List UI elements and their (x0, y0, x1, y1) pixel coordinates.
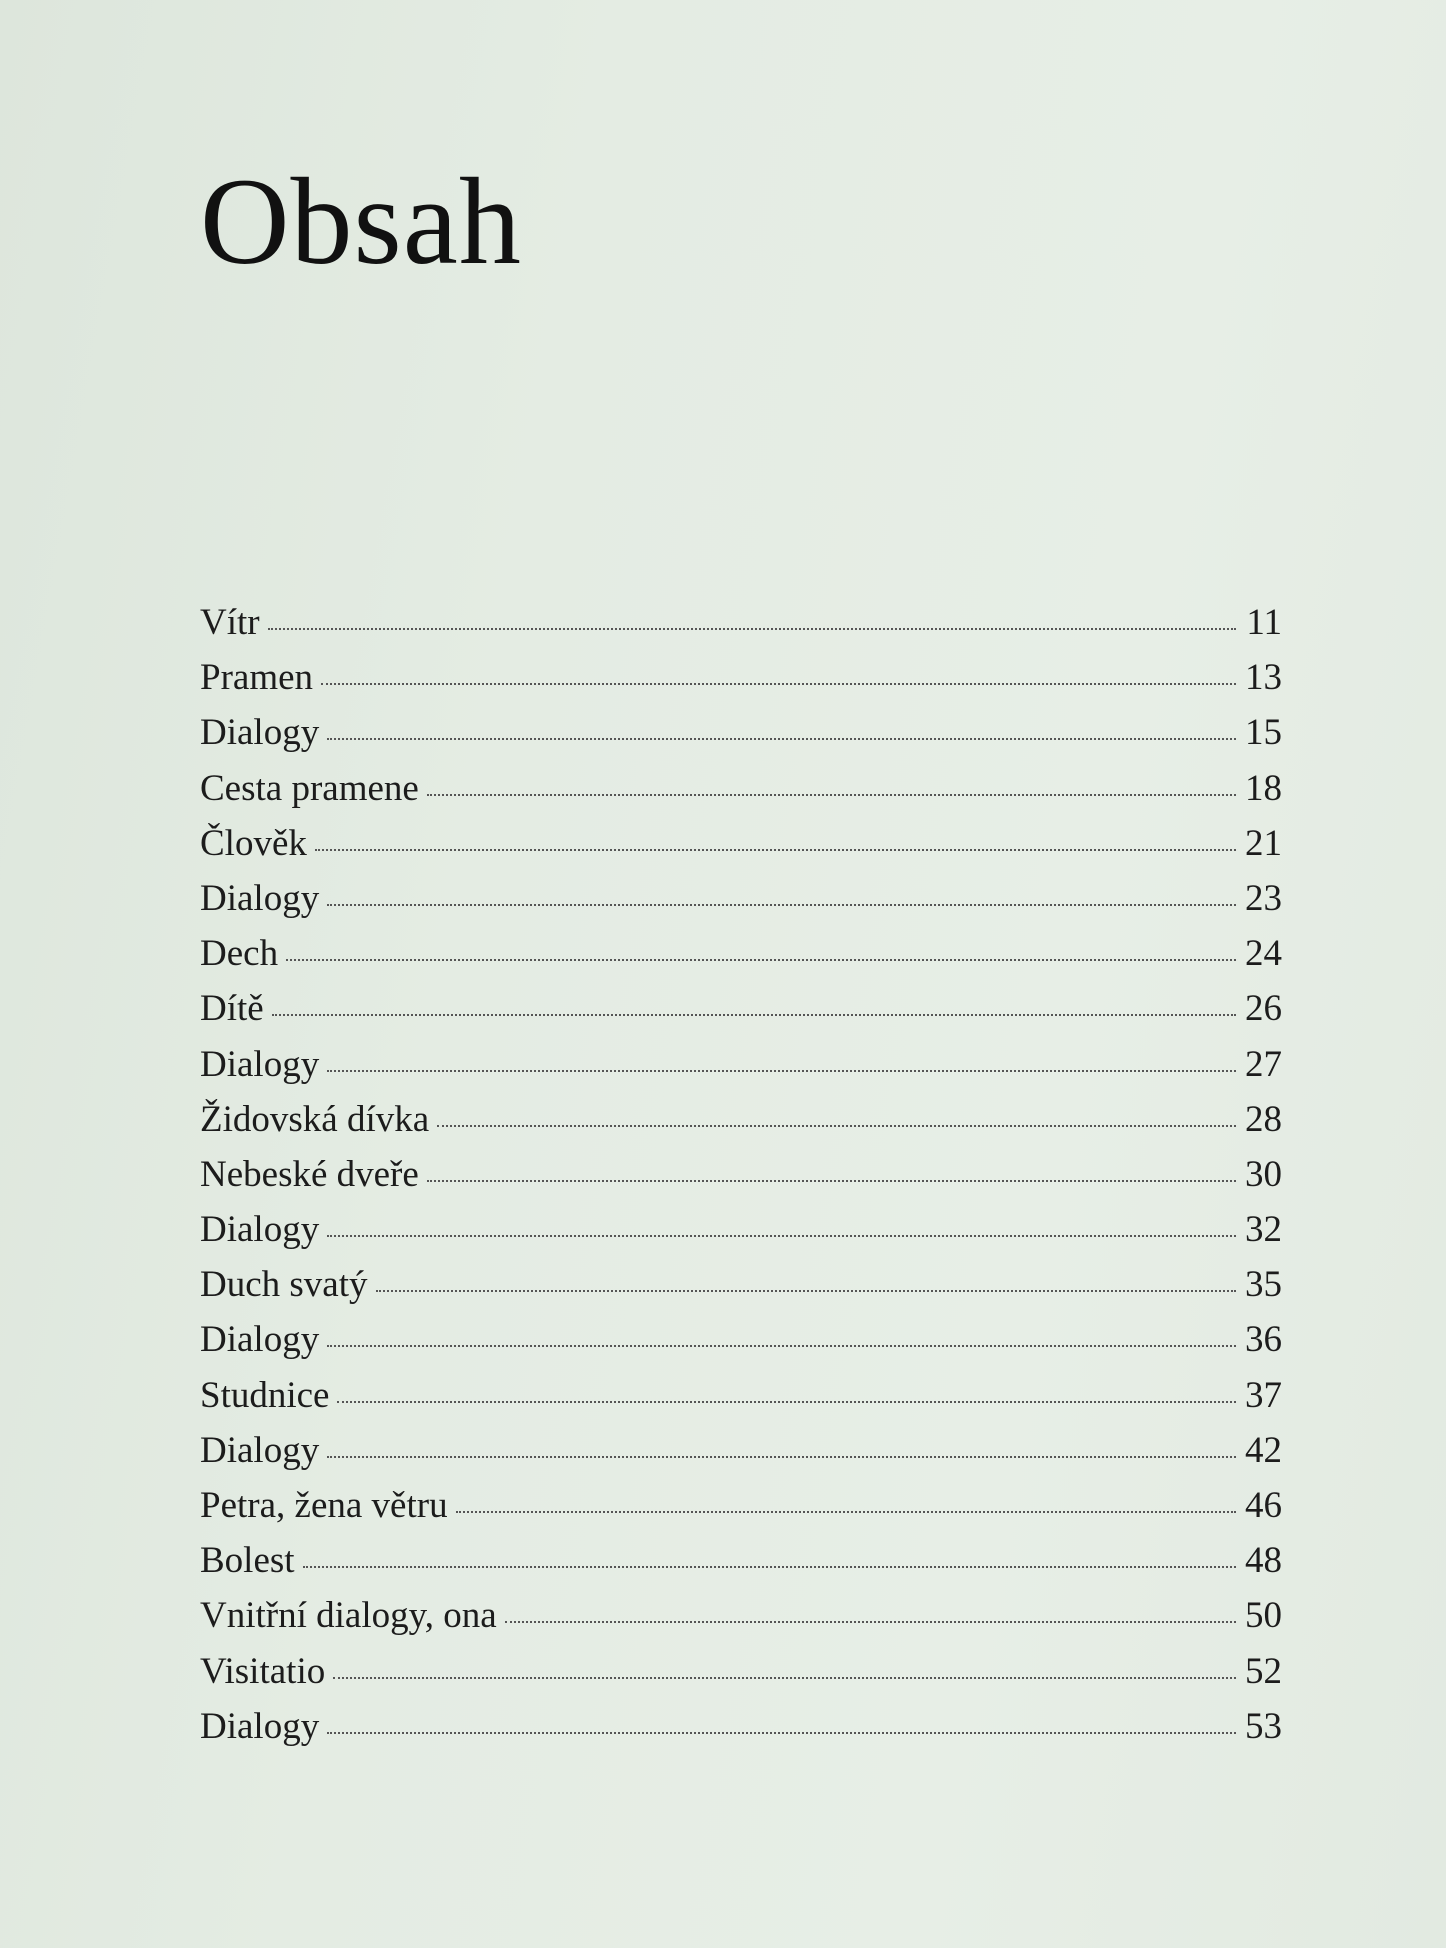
toc-entry (200, 871, 1282, 926)
toc-entry-page-number: 13 (1245, 657, 1282, 699)
toc-entry-title: Petra, žena větru (200, 1485, 448, 1526)
dot-leader (456, 1511, 1236, 1513)
toc-entry (200, 981, 1282, 1036)
dot-leader (327, 1070, 1236, 1072)
toc-entry-page-number: 28 (1245, 1098, 1282, 1140)
dot-leader (327, 1235, 1236, 1237)
toc-entry-title: Židovská dívka (200, 1098, 430, 1140)
dot-leader (505, 1621, 1236, 1623)
toc-entry (200, 1312, 1282, 1367)
table-of-contents (200, 595, 1282, 1754)
dot-leader (303, 1566, 1236, 1568)
toc-entry (200, 595, 1282, 650)
dot-leader (286, 959, 1236, 961)
dot-leader (427, 1180, 1236, 1182)
toc-entry (200, 705, 1282, 760)
toc-entry-page-number: 24 (1245, 933, 1282, 975)
toc-entry-page-number: 35 (1245, 1264, 1282, 1306)
toc-entry-title: Pramen (200, 657, 314, 699)
dot-leader (268, 628, 1236, 630)
toc-entry-page-number: 48 (1245, 1540, 1282, 1582)
toc-entry (200, 650, 1282, 705)
dot-leader (333, 1677, 1236, 1679)
toc-entry (200, 1533, 1282, 1588)
dot-leader (376, 1290, 1237, 1292)
toc-entry-page-number: 50 (1245, 1595, 1282, 1637)
toc-entry (200, 1699, 1282, 1754)
toc-entry-title: Vnitřní dialogy, ona (200, 1595, 497, 1637)
toc-entry (200, 816, 1282, 871)
toc-entry-page-number: 30 (1245, 1153, 1282, 1195)
toc-entry-title: Cesta pramene (200, 767, 419, 809)
dot-leader (327, 1345, 1236, 1347)
toc-entry (200, 1368, 1282, 1423)
toc-entry-page-number: 21 (1245, 822, 1282, 864)
dot-leader (272, 1014, 1236, 1016)
toc-entry-title: Dialogy (200, 1209, 320, 1251)
page-title: Obsah (200, 153, 522, 290)
toc-entry-page-number: 46 (1245, 1485, 1282, 1526)
dot-leader (327, 904, 1236, 906)
dot-leader (437, 1125, 1236, 1127)
toc-entry (200, 761, 1282, 816)
dot-leader (427, 794, 1236, 796)
dot-leader (327, 738, 1236, 740)
toc-entry (200, 1257, 1282, 1312)
toc-entry-page-number: 42 (1245, 1429, 1282, 1471)
toc-entry (200, 1644, 1282, 1699)
toc-entry (200, 1478, 1282, 1533)
toc-entry-title: Dítě (200, 988, 264, 1030)
toc-entry (200, 1092, 1282, 1147)
toc-entry-title: Vítr (200, 602, 260, 643)
toc-entry-page-number: 27 (1245, 1043, 1282, 1085)
toc-entry-page-number: 36 (1245, 1319, 1282, 1361)
toc-entry (200, 1423, 1282, 1478)
toc-entry-title: Studnice (200, 1374, 330, 1416)
toc-entry-page-number: 15 (1245, 712, 1282, 754)
dot-leader (327, 1732, 1236, 1734)
toc-entry-title: Dialogy (200, 877, 320, 919)
toc-entry-page-number: 26 (1245, 988, 1282, 1030)
toc-entry-title: Dialogy (200, 1429, 320, 1471)
toc-entry-page-number: 32 (1245, 1209, 1282, 1251)
toc-entry (200, 1147, 1282, 1202)
toc-entry-page-number: 37 (1245, 1374, 1282, 1416)
toc-entry-page-number: 52 (1245, 1650, 1282, 1692)
toc-entry (200, 1202, 1282, 1257)
toc-entry-title: Dialogy (200, 712, 320, 754)
toc-entry-page-number: 53 (1245, 1705, 1282, 1747)
toc-entry-title: Nebeské dveře (200, 1153, 419, 1195)
toc-entry (200, 926, 1282, 981)
toc-entry-title: Dialogy (200, 1043, 320, 1085)
toc-entry-page-number: 23 (1245, 877, 1282, 919)
dot-leader (315, 849, 1236, 851)
toc-entry (200, 1037, 1282, 1092)
dot-leader (337, 1401, 1236, 1403)
dot-leader (327, 1456, 1236, 1458)
toc-entry-title: Dech (200, 933, 279, 975)
toc-entry-title: Dialogy (200, 1705, 320, 1747)
toc-entry (200, 1588, 1282, 1643)
toc-entry-page-number: 18 (1245, 767, 1282, 809)
toc-entry-title: Dialogy (200, 1319, 320, 1361)
dot-leader (321, 683, 1236, 685)
toc-entry-title: Bolest (200, 1540, 295, 1582)
toc-entry-title: Visitatio (200, 1650, 326, 1692)
toc-entry-page-number: 11 (1246, 602, 1282, 643)
toc-entry-title: Duch svatý (200, 1264, 368, 1306)
toc-entry-title: Člověk (200, 822, 307, 864)
